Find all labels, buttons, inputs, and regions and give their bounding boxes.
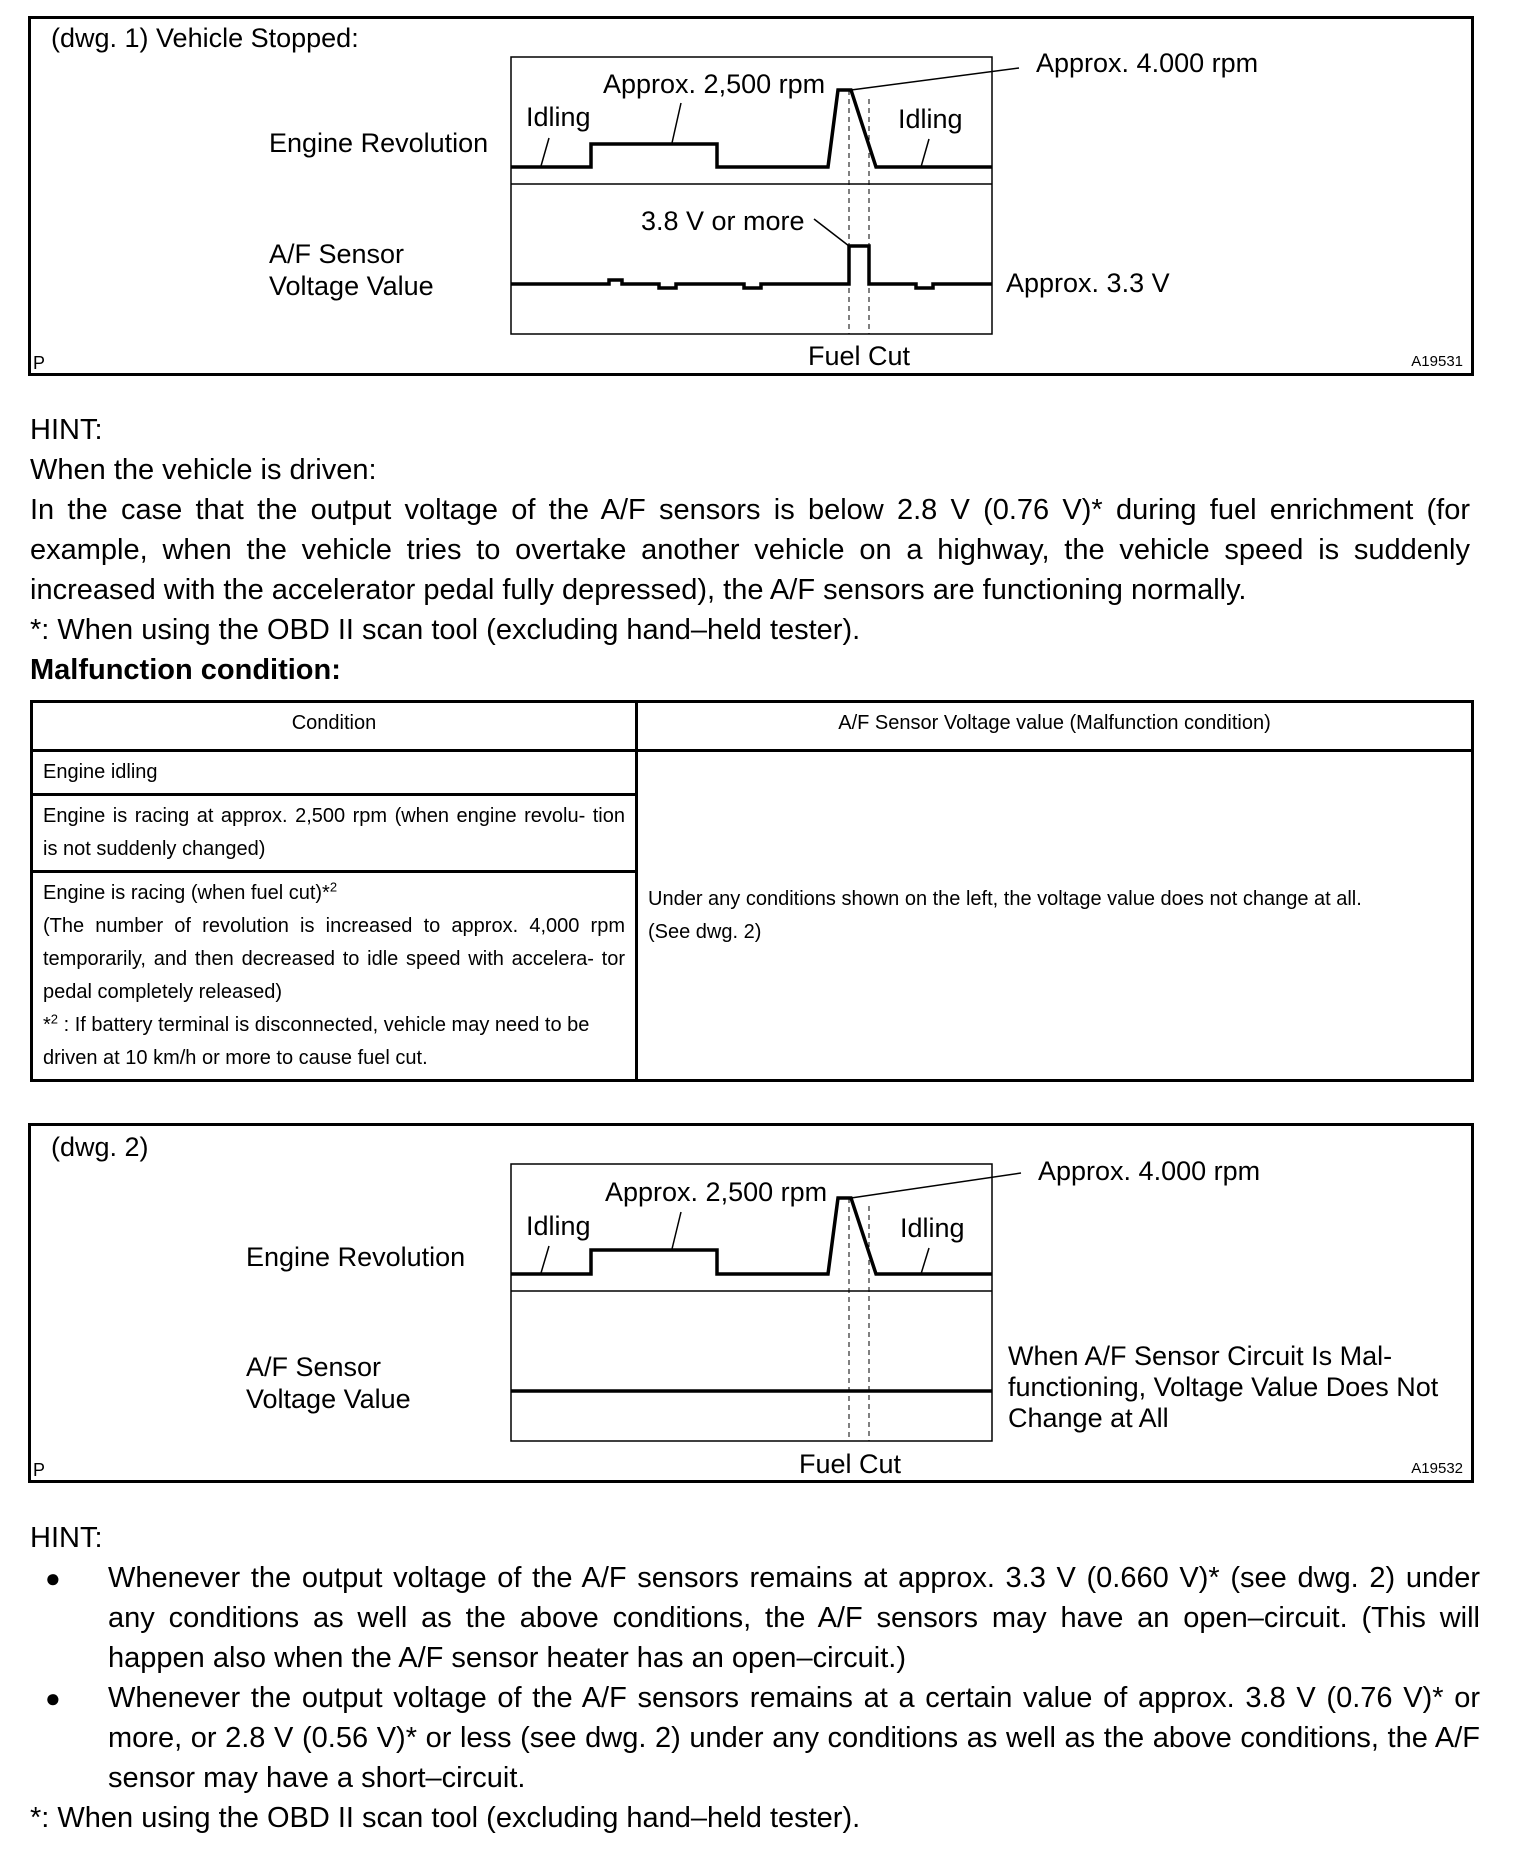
fuel-cut-footnote: *$^2$ : If battery terminal is disconnected, vehicle may need to be driven at 10 km/h or more to cause fuel cut. <box>43 1011 590 1069</box>
hint2-heading: HINT: <box>30 1522 103 1554</box>
dwg1-engine-revolution-label: Engine Revolution <box>269 128 489 158</box>
dwg1-af-sensor-label-line2: Voltage Value <box>269 271 434 301</box>
condition-cell-fuel-cut <box>32 872 637 1081</box>
dwg1-rpm2500-leader <box>672 103 681 143</box>
dwg2-note-line3: Change at All <box>1008 1403 1169 1433</box>
dwg1-rpm2500-label: Approx. 2,500 rpm <box>603 69 826 99</box>
dwg1-figure-id: A19531 <box>1411 353 1463 370</box>
dwg1-rpm4000-leader <box>851 68 1019 90</box>
dwg1-rpm4000-label: Approx. 4.000 rpm <box>1036 48 1259 78</box>
condition-cell-2500rpm: Engine is racing at approx. 2,500 rpm (when engine revolu- tion is not suddenly changed) <box>32 795 637 872</box>
dwg2-idling-right-label: Idling <box>900 1213 965 1243</box>
dwg2-rpm4000-leader <box>851 1173 1021 1198</box>
table-header-voltage: A/F Sensor Voltage value (Malfunction condition) <box>637 702 1473 751</box>
dwg1-idling-left-label: Idling <box>526 102 591 132</box>
malfunction-condition-heading: Malfunction condition: <box>30 654 341 686</box>
dwg2-rpm2500-leader <box>672 1212 681 1249</box>
voltage-value-line2: (See dwg. 2) <box>648 920 762 943</box>
dwg1-af-sensor-trace <box>511 246 992 288</box>
dwg2-figure-id: A19532 <box>1411 1460 1463 1477</box>
dwg2-title: (dwg. 2) <box>51 1132 149 1162</box>
hint2-bullet-text: Whenever the output voltage of the A/F sensors remains at a certain value of approx. 3.8 V (0.76 V)* or more, or 2.8 V (0.56 V)* or less (see dwg. 2) under any conditions as well as the above conditions, the A/F sensor may have a short–circuit. <box>108 1682 1480 1794</box>
dwg2-rpm2500-label: Approx. 2,500 rpm <box>605 1177 828 1207</box>
malfunction-condition-table <box>30 700 1474 1082</box>
dwg2-af-sensor-label-line2: Voltage Value <box>246 1384 411 1414</box>
bullet-icon: ● <box>45 1683 61 1713</box>
hint1-heading: HINT: <box>30 414 103 446</box>
hint2-bullet-item <box>30 1678 1480 1798</box>
hint2-bullet-item <box>30 1558 1480 1678</box>
dwg1-corner-mark: P <box>33 353 46 373</box>
dwg1-idling-left-leader <box>541 138 549 166</box>
hint2-bullet-text: Whenever the output voltage of the A/F sensors remains at approx. 3.3 V (0.660 V)* (see dwg. 2) under any conditions as well as the above conditions, the A/F sensors may have an open–circuit. (This will happen also when the A/F sensor heater has an open–circuit.) <box>108 1562 1480 1674</box>
hint2-footnote: *: When using the OBD II scan tool (excluding hand–held tester). <box>30 1802 861 1834</box>
dwg1-af-sensor-label-line1: A/F Sensor <box>269 239 405 269</box>
fuel-cut-condition-title: Engine is racing (when fuel cut)*$^2$ <box>43 879 338 904</box>
figure-dwg1 <box>28 16 1474 376</box>
figure-dwg2 <box>28 1123 1474 1483</box>
table-row <box>32 751 1473 795</box>
dwg1-v38-label: 3.8 V or more <box>641 206 805 236</box>
hint1-footnote: *: When using the OBD II scan tool (excluding hand–held tester). <box>30 614 861 646</box>
dwg2-rpm4000-label: Approx. 4.000 rpm <box>1038 1156 1261 1186</box>
dwg2-fuel-cut-label: Fuel Cut <box>799 1449 902 1479</box>
dwg2-corner-mark: P <box>33 1460 46 1480</box>
hint1-paragraph: In the case that the output voltage of the A/F sensors is below 2.8 V (0.76 V)* during fuel enrichment (for example, when the vehicle tries to overtake another vehicle on a highway, the vehicle speed is suddenly increased with the accelerator pedal fully depressed), the A/F sensors are functioning normally. <box>30 494 1470 606</box>
dwg2-af-sensor-label-line1: A/F Sensor <box>246 1352 382 1382</box>
fuel-cut-condition-body: (The number of revolution is increased to approx. 4,000 rpm temporarily, and then decreased to idle speed with accelera- tor pedal completely released) <box>43 915 625 1003</box>
voltage-value-cell <box>637 751 1473 1081</box>
dwg2-idling-left-leader <box>541 1246 549 1273</box>
hint1-line1: When the vehicle is driven: <box>30 454 377 486</box>
table-header-row <box>32 702 1473 751</box>
dwg2-engine-revolution-label: Engine Revolution <box>246 1242 466 1272</box>
dwg1-idling-right-label: Idling <box>898 104 963 134</box>
dwg1-v38-leader <box>814 219 849 246</box>
condition-cell-idling: Engine idling <box>32 751 637 795</box>
voltage-value-line1: Under any conditions shown on the left, the voltage value does not change at all. <box>648 887 1362 910</box>
dwg1-idling-right-leader <box>921 139 929 167</box>
dwg1-title: (dwg. 1) Vehicle Stopped: <box>51 23 359 53</box>
dwg2-note-line2: functioning, Voltage Value Does Not <box>1008 1372 1439 1402</box>
dwg2-note-line1: When A/F Sensor Circuit Is Mal- <box>1008 1341 1393 1371</box>
table-header-condition: Condition <box>32 702 637 751</box>
dwg1-v33-label: Approx. 3.3 V <box>1006 268 1170 298</box>
dwg1-fuel-cut-label: Fuel Cut <box>808 341 911 371</box>
dwg2-idling-left-label: Idling <box>526 1211 591 1241</box>
dwg2-idling-right-leader <box>921 1248 929 1274</box>
bullet-icon: ● <box>45 1563 61 1593</box>
